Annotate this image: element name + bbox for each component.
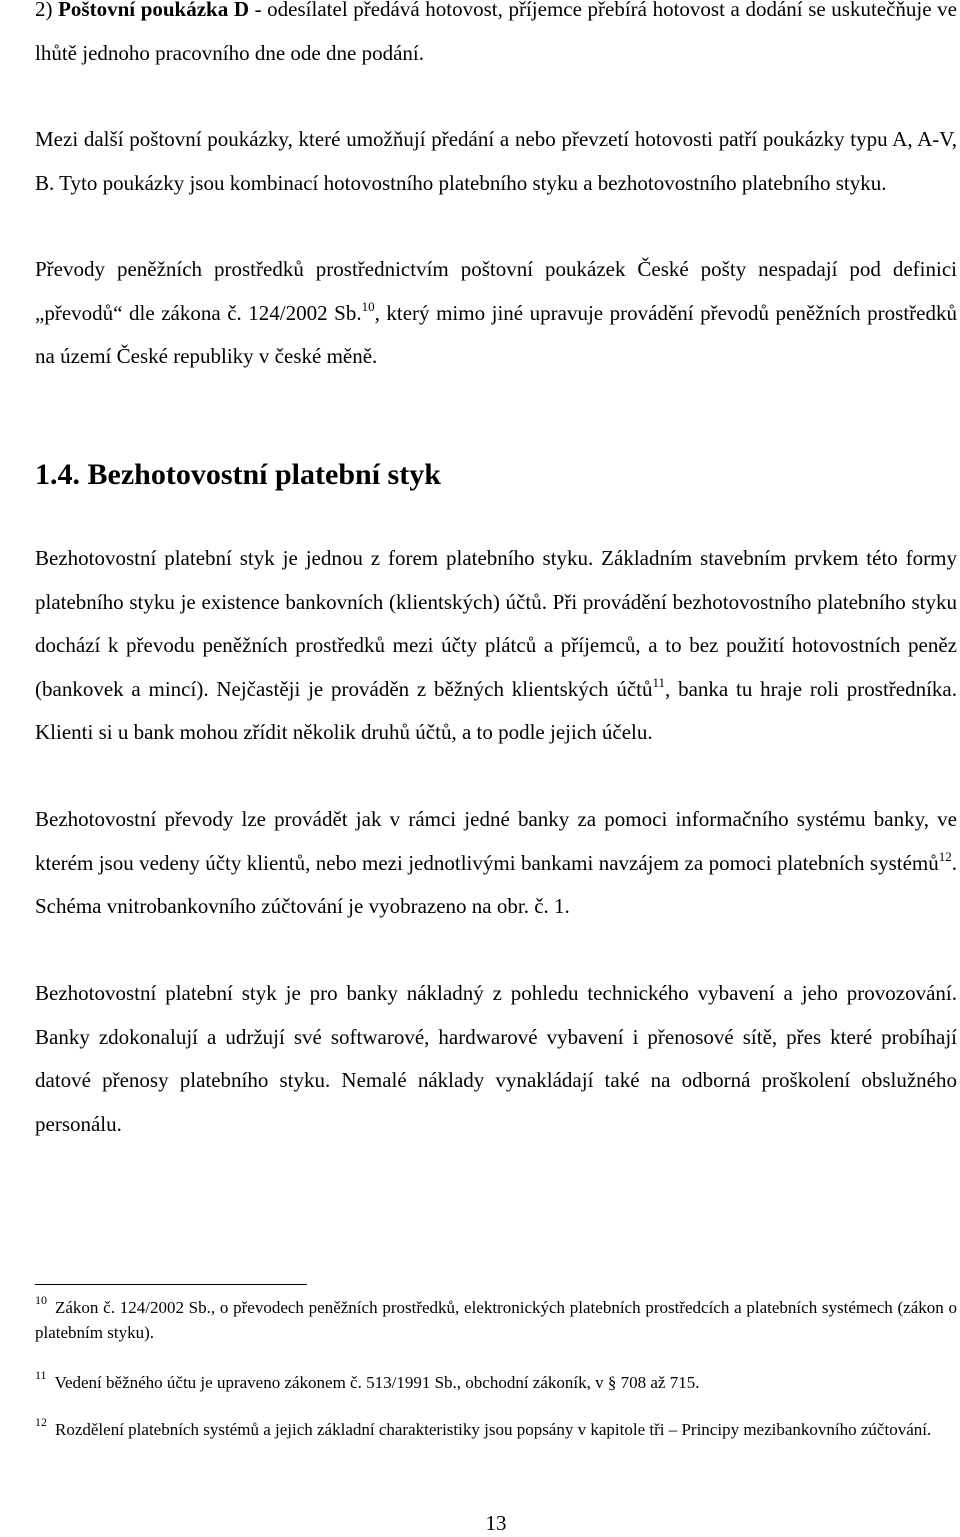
term-postal-order-d: Poštovní poukázka D xyxy=(58,0,249,21)
page-number: 13 xyxy=(485,1511,507,1535)
footnote-number: 10 xyxy=(35,1293,47,1308)
footnote-text: Vedení běžného účtu je upraveno zákonem č. 513/1991 Sb., obchodní zákoník, v § 708 až 715. xyxy=(54,1373,700,1392)
footnote-ref-11[interactable]: 11 xyxy=(652,674,666,690)
paragraph-text: , banka tu hraje roli prostředníka. Klienti si u bank mohou zřídit několik druhů účtů, a to podle jejich účelu. xyxy=(35,676,958,744)
footnote-separator xyxy=(35,1284,307,1285)
footnote-number: 12 xyxy=(35,1415,47,1430)
footnote-10 xyxy=(35,1295,957,1345)
footnote-text: Rozdělení platebních systémů a jejich základní charakteristiky jsou popsány v kapitole tři – Principy mezibankovního zúčtování. xyxy=(55,1420,932,1439)
footnote-text: Zákon č. 124/2002 Sb., o převodech peněžních prostředků, elektronických platebních prostředcích a platebních systémech (zákon o platebním styku). xyxy=(35,1298,957,1342)
section-heading: 1.4. Bezhotovostní platební styk xyxy=(35,458,441,491)
footnote-ref-10[interactable]: 10 xyxy=(361,298,375,314)
paragraph-text: Bezhotovostní platební styk je jednou z forem platebního styku. Základním stavebním prvkem této formy platebního styku je existence bankovních (klientských) účtů. Při provádění bezhotovostního platebního styku dochází k převodu peněžních prostředků mezi účty plátců a příjemců, a to bez použití hotovostních peněz (bankovek a mincí). Nejčastěji je prováděn z běžných klientských účtů xyxy=(35,546,957,701)
paragraph-text: Převody peněžních prostředků prostřednictvím poštovní poukázek České pošty nespadají pod definici „převodů“ dle zákona č. 124/2002 Sb. xyxy=(35,257,957,325)
paragraph-postal-order-d xyxy=(35,0,957,75)
paragraph-transfers-definition xyxy=(35,248,957,379)
paragraph-text: Bezhotovostní platební styk je pro banky nákladný z pohledu technického vybavení a jeho provozování. Banky zdokonalují a udržují své softwarové, hardwarové vybavení i přenosové sítě, přes které probíhají datové přenosy platebního styku. Nemalé náklady vynakládají také na odborná proškolení obslužného personálu. xyxy=(35,981,957,1136)
paragraph-cashless-definition xyxy=(35,537,957,755)
footnote-11 xyxy=(35,1370,957,1395)
paragraph-text: Bezhotovostní převody lze provádět jak v rámci jedné banky za pomoci informačního systému banky, ve kterém jsou vedeny účty klientů, nebo mezi jednotlivými bankami navzájem za pomoci platebních systémů xyxy=(35,807,957,875)
list-prefix: 2) xyxy=(35,0,59,21)
paragraph-cashless-costs xyxy=(35,972,957,1146)
paragraph-text: - odesílatel předává hotovost, příjemce přebírá hotovost a dodání se uskutečňuje ve lhůtě jednoho pracovního dne ode dne podání. xyxy=(35,0,957,65)
footnote-12 xyxy=(35,1417,957,1442)
footnote-ref-12[interactable]: 12 xyxy=(938,848,952,864)
paragraph-other-postal-orders xyxy=(35,118,957,205)
paragraph-text: Mezi další poštovní poukázky, které umožňují předání a nebo převzetí hotovosti patří poukázky typu A, A-V, B. Tyto poukázky jsou kombinací hotovostního platebního styku a bezhotovostního platebního styku. xyxy=(35,127,957,195)
paragraph-text: , který mimo jiné upravuje provádění převodů peněžních prostředků na území České republiky v české měně. xyxy=(35,300,957,368)
paragraph-cashless-transfers xyxy=(35,798,957,929)
footnote-number: 11 xyxy=(35,1368,47,1383)
paragraph-text: . Schéma vnitrobankovního zúčtování je vyobrazeno na obr. č. 1. xyxy=(35,850,957,918)
